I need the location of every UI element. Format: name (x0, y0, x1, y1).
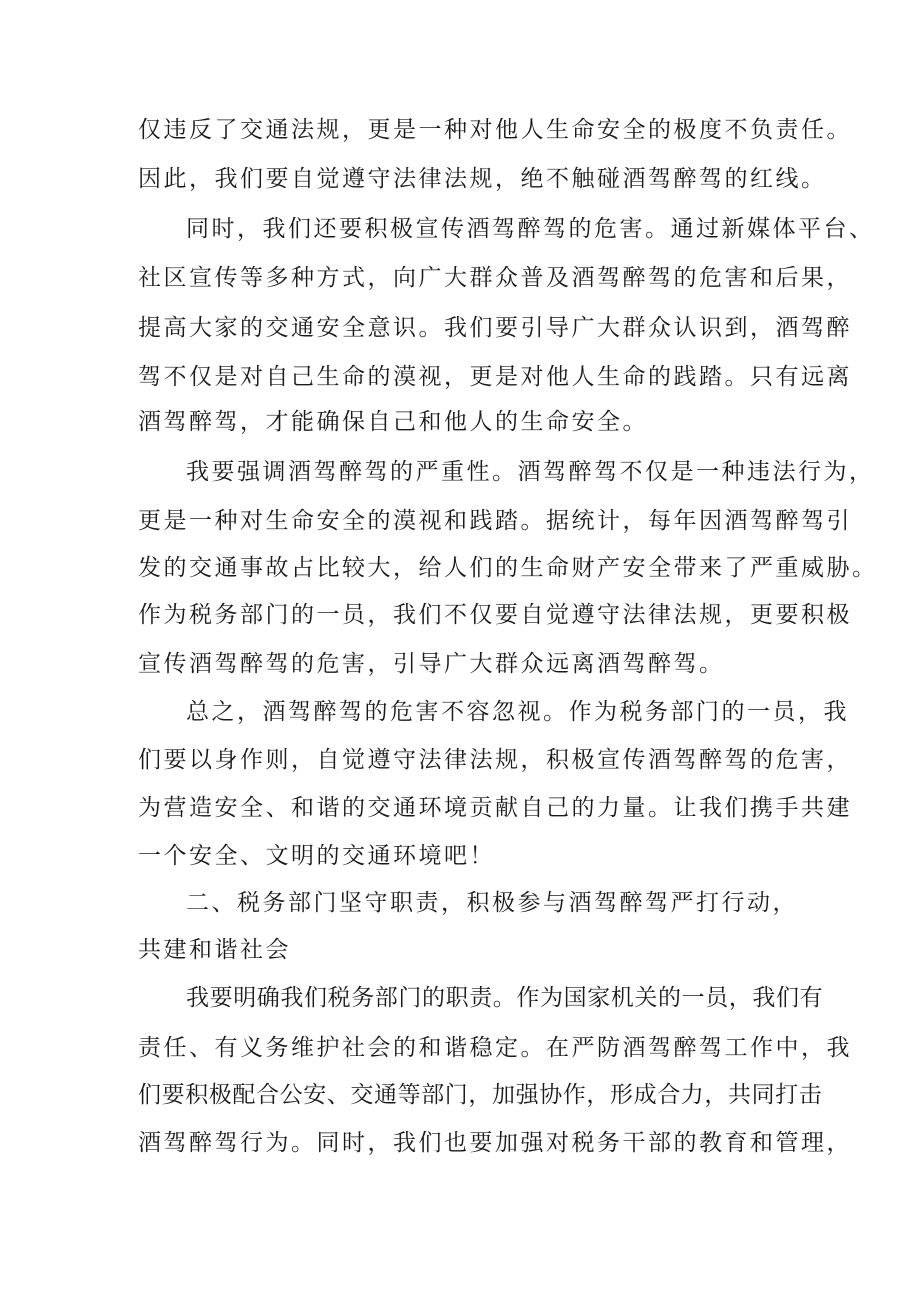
text-line: 责任、有义务维护社会的和谐稳定。在严防酒驾醉驾工作中，我 (138, 1035, 852, 1061)
text-line: 发的交通事故占比较大，给人们的生命财产安全带来了严重威胁。 (138, 555, 878, 581)
text-line: 酒驾醉驾，才能确保自己和他人的生命安全。 (138, 409, 648, 435)
text-line: 驾不仅是对自己生命的漠视，更是对他人生命的践踏。只有远离 (138, 364, 852, 390)
paragraph-start-line: 总之，酒驾醉驾的危害不容忽视。作为税务部门的一员，我 (186, 699, 849, 725)
paragraph-start-line: 我要明确我们税务部门的职责。作为国家机关的一员，我们有 (186, 985, 824, 1011)
text-line: 宣传酒驾醉驾的危害，引导广大群众远离酒驾醉驾。 (138, 651, 725, 677)
section-heading-continuation: 共建和谐社会 (138, 937, 291, 963)
text-line: 因此，我们要自觉遵守法律法规，绝不触碰酒驾醉驾的红线。 (138, 166, 827, 192)
paragraph-start-line: 我要强调酒驾醉驾的严重性。酒驾醉驾不仅是一种违法行为， (186, 459, 875, 485)
text-line: 作为税务部门的一员，我们不仅要自觉遵守法律法规，更要积极 (138, 602, 852, 628)
text-line: 酒驾醉驾行为。同时，我们也要加强对税务干部的教育和管理， (138, 1130, 852, 1156)
section-heading: 二、税务部门坚守职责，积极参与酒驾醉驾严打行动， (186, 890, 798, 916)
text-line: 仅违反了交通法规，更是一种对他人生命安全的极度不负责任。 (138, 117, 852, 143)
text-line: 提高大家的交通安全意识。我们要引导广大群众认识到，酒驾醉 (138, 315, 852, 341)
text-line: 为营造安全、和谐的交通环境贡献自己的力量。让我们携手共建 (138, 795, 852, 821)
paragraph-start-line: 同时，我们还要积极宣传酒驾醉驾的危害。通过新媒体平台、 (186, 216, 875, 242)
text-line: 一个安全、文明的交通环境吧！ (138, 843, 495, 869)
text-line: 更是一种对生命安全的漠视和践踏。据统计，每年因酒驾醉驾引 (138, 508, 852, 534)
text-line: 们要积极配合公安、交通等部门，加强协作，形成合力，共同打击 (138, 1082, 823, 1108)
text-line: 们要以身作则，自觉遵守法律法规，积极宣传酒驾醉驾的危害， (138, 747, 852, 773)
text-line: 社区宣传等多种方式，向广大群众普及酒驾醉驾的危害和后果， (138, 265, 852, 291)
